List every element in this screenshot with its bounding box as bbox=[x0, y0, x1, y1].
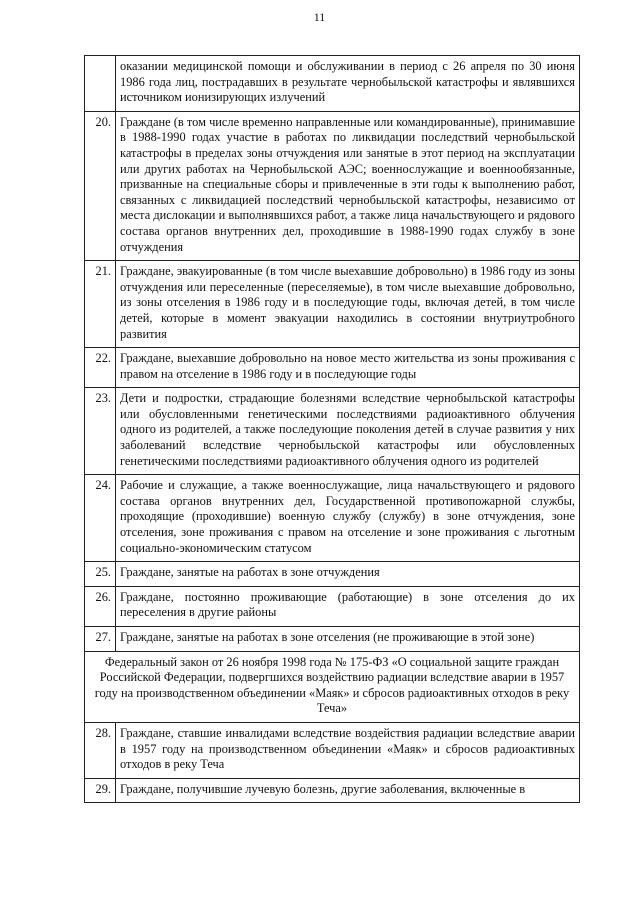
table-row bbox=[85, 348, 580, 388]
row-text: Граждане (в том числе временно направленные или командированные), принимавшие в 1988-1990 годах участие в работах по ликвидации последствий чернобыльской катастрофы в пределах зоны отчуждения или занятые в этот период на эксплуатации или других работах на Чернобыльской АЭС; военнослужащие и военнообязанные, призванные на специальные сборы и привлеченные в эти годы к выполнению работ, связанных с ликвидацией последствий чернобыльской катастрофы, независимо от места дислокации и выполнявшихся работ, а также лица начальствующего и рядового состава органов внутренних дел, проходившие в 1988-1990 годах службу в зоне отчуждения bbox=[116, 111, 580, 260]
page-number: 11 bbox=[313, 10, 326, 24]
row-text: оказании медицинской помощи и обслуживании в период с 26 апреля по 30 июня 1986 года лиц, пострадавших в результате чернобыльской катастрофы и являвшихся источником ионизирующих излучений bbox=[116, 56, 580, 112]
table-row bbox=[85, 562, 580, 587]
law-heading-row bbox=[85, 651, 580, 722]
table-row bbox=[85, 388, 580, 475]
row-number: 25. bbox=[85, 562, 116, 587]
row-number: 20. bbox=[85, 111, 116, 260]
row-text: Граждане, эвакуированные (в том числе выехавшие добровольно) в 1986 году из зоны отчуждения или переселенные (переселяемые), в том числе выехавшие добровольно, из зоны отселения в 1986 году и в последующие годы, включая детей, в том числе детей, которые в момент эвакуации находились в состоянии внутриутробного развития bbox=[116, 261, 580, 348]
table-row bbox=[85, 627, 580, 652]
row-text: Граждане, выехавшие добровольно на новое место жительства из зоны проживания с правом на отселение в 1986 году и в последующие годы bbox=[116, 348, 580, 388]
row-number: 21. bbox=[85, 261, 116, 348]
row-text: Граждане, занятые на работах в зоне отчуждения bbox=[116, 562, 580, 587]
row-number: 23. bbox=[85, 388, 116, 475]
table-row bbox=[85, 261, 580, 348]
law-heading: Федеральный закон от 26 ноября 1998 года № 175-ФЗ «О социальной защите граждан Российской Федерации, подвергшихся воздействию радиации вследствие аварии в 1957 году на производственном объединении «Маяк» и сбросов радиоактивных отходов в реку Теча» bbox=[85, 651, 580, 722]
row-number: 29. bbox=[85, 778, 116, 803]
table-row bbox=[85, 722, 580, 778]
row-number: 24. bbox=[85, 475, 116, 562]
row-number: 27. bbox=[85, 627, 116, 652]
table-row bbox=[85, 778, 580, 803]
table-row bbox=[85, 111, 580, 260]
table-row bbox=[85, 475, 580, 562]
benefits-table bbox=[84, 55, 580, 803]
row-text: Граждане, занятые на работах в зоне отселения (не проживающие в этой зоне) bbox=[116, 627, 580, 652]
row-text: Дети и подростки, страдающие болезнями вследствие чернобыльской катастрофы или обусловленными генетическими последствиями радиоактивного облучения одного из родителей, а также последующие поколения детей в случае развития у них заболеваний вследствие чернобыльской катастрофы или обусловленных генетическими последствиями радиоактивного облучения одного из родителей bbox=[116, 388, 580, 475]
table-row bbox=[85, 56, 580, 112]
row-text: Рабочие и служащие, а также военнослужащие, лица начальствующего и рядового состава органов внутренних дел, Государственной противопожарной службы, проходящие (проходившие) военную службу (службу) в зоне отчуждения, зоне отселения, зоне проживания с правом на отселение и зоне проживания с льготным социально-экономическим статусом bbox=[116, 475, 580, 562]
row-number bbox=[85, 56, 116, 112]
row-text: Граждане, получившие лучевую болезнь, другие заболевания, включенные в bbox=[116, 778, 580, 803]
row-number: 28. bbox=[85, 722, 116, 778]
row-number: 26. bbox=[85, 586, 116, 626]
row-text: Граждане, постоянно проживающие (работающие) в зоне отселения до их переселения в другие районы bbox=[116, 586, 580, 626]
table-row bbox=[85, 586, 580, 626]
row-text: Граждане, ставшие инвалидами вследствие воздействия радиации вследствие аварии в 1957 году на производственном объединении «Маяк» и сбросов радиоактивных отходов в реку Теча bbox=[116, 722, 580, 778]
row-number: 22. bbox=[85, 348, 116, 388]
